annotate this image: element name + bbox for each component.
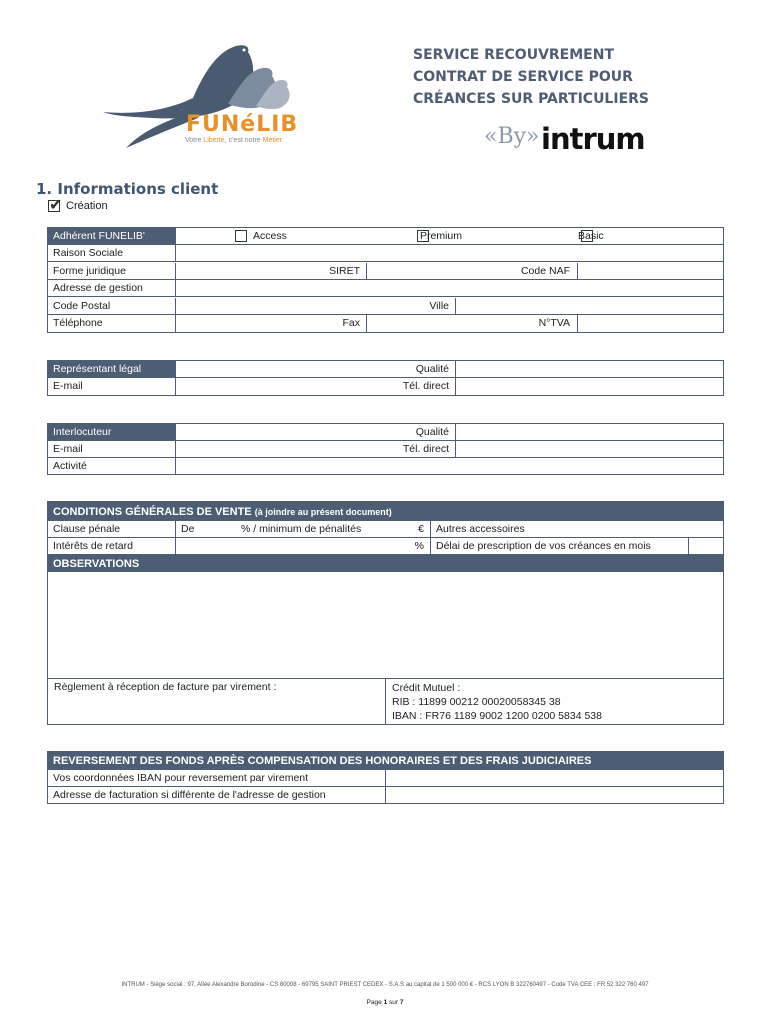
euro-label: € (418, 523, 424, 535)
fax-label: Fax (342, 317, 360, 329)
cgv-table (47, 501, 724, 725)
adresse-gestion-input[interactable] (175, 280, 723, 296)
forme-juridique-label: Forme juridique (53, 265, 126, 277)
qualite-label: Qualité (415, 426, 449, 438)
section-title: 1. Informations client (36, 180, 219, 198)
title-line-1: SERVICE RECOUVREMENT (413, 47, 615, 63)
intrum-logo: intrum (541, 122, 645, 156)
footer-legal: INTRUM - Siège social : 97, Allée Alexandre Borodine - CS 80008 - 69795 SAINT PRIEST CEDEX - S.A.S au capital de 1 500 000 € - RCS LYON B 322760497 - Code TVA CEE : FR 52 322 760 497 (121, 982, 649, 988)
autres-accessoires-label: Autres accessoires (430, 521, 723, 537)
cgv-title: CONDITIONS GÉNÉRALES DE VENTE (53, 506, 252, 518)
email-label: E-mail (53, 443, 83, 455)
observations-textarea[interactable] (48, 572, 723, 679)
cgv-header (48, 502, 723, 521)
activite-input[interactable] (175, 458, 723, 475)
facturation-input[interactable] (385, 787, 723, 803)
creation-option (48, 197, 108, 214)
pct-label: % (414, 540, 424, 552)
tel-direct-label: Tél. direct (402, 380, 449, 392)
code-postal-label: Code Postal (53, 300, 111, 312)
raison-sociale-label: Raison Sociale (53, 247, 124, 259)
table-row (48, 521, 723, 538)
code-naf-label: Code NAF (520, 265, 570, 277)
tva-input[interactable] (577, 315, 723, 332)
table-row (48, 298, 723, 315)
telephone-label: Téléphone (53, 317, 103, 329)
delai-input[interactable] (688, 538, 723, 554)
reversement-table (47, 751, 724, 804)
funelib-wordmark: FUNéLIB (186, 112, 299, 137)
interlocuteur-label: Interlocuteur (48, 424, 175, 440)
table-row (48, 441, 723, 458)
cgv-subtitle: (à joindre au présent document) (254, 507, 392, 517)
pct-min-label: % / minimum de pénalités (241, 523, 362, 535)
brand-tagline: Votre Liberté, c'est notre Métier (185, 137, 283, 144)
table-row (48, 770, 723, 787)
interets-retard-label: Intérêts de retard (53, 540, 133, 552)
access-label: Access (253, 230, 287, 242)
adherent-options (175, 228, 723, 244)
table-row (48, 245, 723, 262)
tel-direct-input[interactable] (455, 378, 723, 395)
client-info-table (47, 227, 724, 333)
bank-details (385, 678, 723, 724)
delai-label: Délai de prescription de vos créances en mois (430, 538, 688, 554)
title-line-3: CRÉANCES SUR PARTICULIERS (413, 91, 649, 107)
table-row (48, 538, 723, 555)
raison-sociale-input[interactable] (175, 245, 723, 261)
iban-input[interactable] (385, 770, 723, 786)
iban-label: Vos coordonnées IBAN pour reversement par virement (53, 772, 309, 784)
bank-name: Crédit Mutuel : (392, 682, 461, 694)
reglement-label: Règlement à réception de facture par virement : (54, 681, 277, 693)
clause-penale-label: Clause pénale (53, 523, 121, 535)
siret-label: SIRET (329, 265, 360, 277)
page-number: Page 1 sur 7 (366, 999, 404, 1006)
creation-label: Création (66, 200, 108, 212)
interlocuteur-table (47, 423, 724, 475)
activite-label: Activité (53, 460, 87, 472)
observations-header: OBSERVATIONS (48, 555, 723, 572)
representant-table (47, 360, 724, 396)
table-row (48, 315, 723, 332)
de-label: De (181, 523, 195, 535)
table-row (48, 787, 723, 803)
code-naf-input[interactable] (577, 263, 723, 279)
table-row (48, 424, 723, 441)
rib-value: RIB : 11899 00212 00020058345 38 (392, 696, 561, 708)
ville-input[interactable] (455, 298, 723, 314)
table-row (48, 263, 723, 280)
basic-label: Basic (578, 230, 604, 242)
premium-label: Premium (420, 230, 463, 242)
email-label: E-mail (53, 380, 83, 392)
iban-value: IBAN : FR76 1189 9002 1200 0200 5834 538 (392, 710, 602, 722)
reversement-header: REVERSEMENT DES FONDS APRÈS COMPENSATION DES HONORAIRES ET DES FRAIS JUDICIAIRES (48, 752, 723, 770)
adresse-gestion-label: Adresse de gestion (53, 282, 143, 294)
representant-label: Représentant légal (48, 361, 175, 377)
adherent-label: Adhérent FUNELIB' (48, 228, 175, 244)
document-title (413, 44, 649, 110)
table-row (48, 361, 723, 378)
creation-checkbox[interactable] (48, 197, 63, 214)
table-row (48, 280, 723, 297)
title-line-2: CONTRAT DE SERVICE POUR (413, 69, 633, 85)
qualite-input[interactable] (455, 361, 723, 377)
tel-direct-label: Tél. direct (402, 443, 449, 455)
qualite-label: Qualité (415, 363, 449, 375)
ville-label: Ville (429, 300, 449, 312)
tva-label: N°TVA (538, 317, 570, 329)
facturation-label: Adresse de facturation si différente de l'adresse de gestion (53, 789, 326, 801)
qualite-input[interactable] (455, 424, 723, 440)
table-row (48, 458, 723, 475)
table-row (48, 378, 723, 395)
table-row (48, 228, 723, 245)
check-icon: ✔ (49, 197, 63, 214)
access-checkbox[interactable] (235, 230, 247, 242)
by-mark: «By» (484, 124, 540, 149)
tel-direct-input[interactable] (455, 441, 723, 457)
